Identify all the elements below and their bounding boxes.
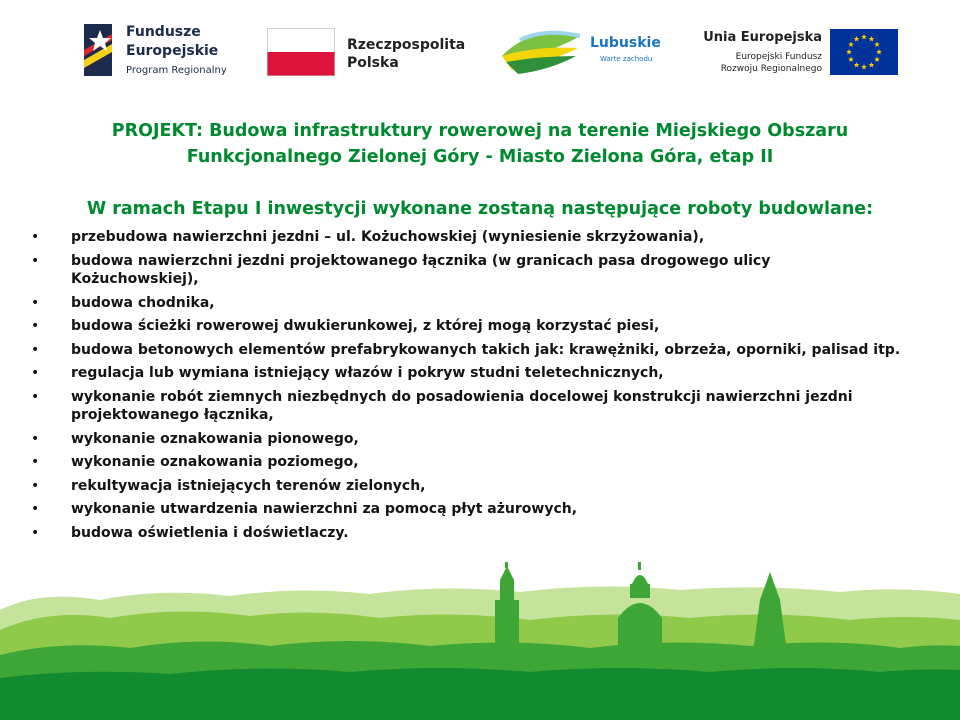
project-title [40,118,920,170]
unia-europejska-logo [698,14,910,86]
skyline-layer-ground [0,668,960,720]
works-list-item [31,430,901,449]
project-title-line-1: PROJEKT: Budowa infrastruktury rowerowej na terenie Miejskiego Obszaru [111,121,849,141]
unia-line-3: Rozwoju Regionalnego [720,64,822,74]
works-list-item [31,317,901,336]
works-list-item-text: przebudowa nawierzchni jezdni – ul. Kożuchowskiej (wyniesienie skrzyżowania), [71,229,705,245]
bullet-icon: • [31,341,40,358]
city-skyline-illustration [0,560,960,720]
works-list-item [31,252,901,289]
works-list-item [31,524,901,543]
works-list-item-text: wykonanie oznakowania poziomego, [71,454,359,470]
works-list-item-text: rekultywacja istniejących terenów zielonych, [71,477,426,494]
bullet-icon: • [31,501,40,517]
works-list-item [31,500,901,519]
project-title-line-2: Funkcjonalnego Zielonej Góry - Miasto Zielona Góra, etap II [186,147,774,167]
logo-bar [70,14,910,86]
fundusze-line-2: Europejskie [126,43,219,59]
works-list-item-text: wykonanie robót ziemnych niezbędnych do posadowienia docelowej konstrukcji nawierzchni jezdni projektowanego łącznika, [71,388,853,423]
polish-flag-icon [267,28,335,76]
works-list-item [31,228,901,247]
eu-flag-icon [830,29,898,75]
bullet-icon: • [31,294,40,311]
unia-line-1: Unia Europejska [703,30,822,45]
bullet-icon: • [31,365,40,381]
unia-line-2: Europejski Fundusz [735,52,822,62]
works-list-item [31,364,901,383]
works-list [31,228,901,547]
works-list-item-text: budowa chodnika, [71,294,215,311]
rzeczpospolita-line-2: Polska [347,55,399,71]
bullet-icon: • [31,229,40,245]
works-list-item-text: budowa betonowych elementów prefabrykowanych takich jak: krawężniki, obrzeża, oporniki, palisad itp. [71,341,901,358]
bullet-icon: • [31,388,40,405]
fundusze-europejskie-logo [78,14,248,86]
works-list-item-text: budowa oświetlenia i doświetlaczy. [71,524,349,541]
rzeczpospolita-line-1: Rzeczpospolita [347,37,466,53]
bullet-icon: • [31,477,40,494]
lubuskie-line-2: Warte zachodu [600,55,653,63]
lubuskie-logo [500,14,670,86]
fundusze-line-3: Program Regionalny [126,65,227,76]
works-list-item-text: budowa ścieżki rowerowej dwukierunkowej, z której mogą korzystać piesi, [71,318,660,334]
bullet-icon: • [31,318,40,334]
works-list-item [31,341,901,360]
works-list-item-text: wykonanie utwardzenia nawierzchni za pomocą płyt ażurowych, [71,501,578,517]
works-list-item [31,453,901,472]
works-list-item-text: budowa nawierzchni jezdni projektowanego łącznika (w granicach pasa drogowego ulicy Kożuchowskiej), [71,252,771,287]
fundusze-line-1: Fundusze [126,24,201,40]
works-list-item [31,388,901,425]
works-list-item [31,477,901,496]
fundusze-star-icon [78,20,118,80]
rzeczpospolita-polska-logo [267,14,477,86]
bullet-icon: • [31,524,40,541]
works-list-item-text: regulacja lub wymiana istniejący włazów i pokryw studni teletechnicznych, [71,365,664,381]
section-heading: W ramach Etapu I inwestycji wykonane zostaną następujące roboty budowlane: [86,199,874,219]
works-list-item-text: wykonanie oznakowania pionowego, [71,430,359,447]
lubuskie-wave-icon [500,26,582,76]
bullet-icon: • [31,454,40,470]
works-list-item [31,294,901,313]
lubuskie-line-1: Lubuskie [590,35,661,51]
bullet-icon: • [31,430,40,447]
bullet-icon: • [31,252,40,269]
